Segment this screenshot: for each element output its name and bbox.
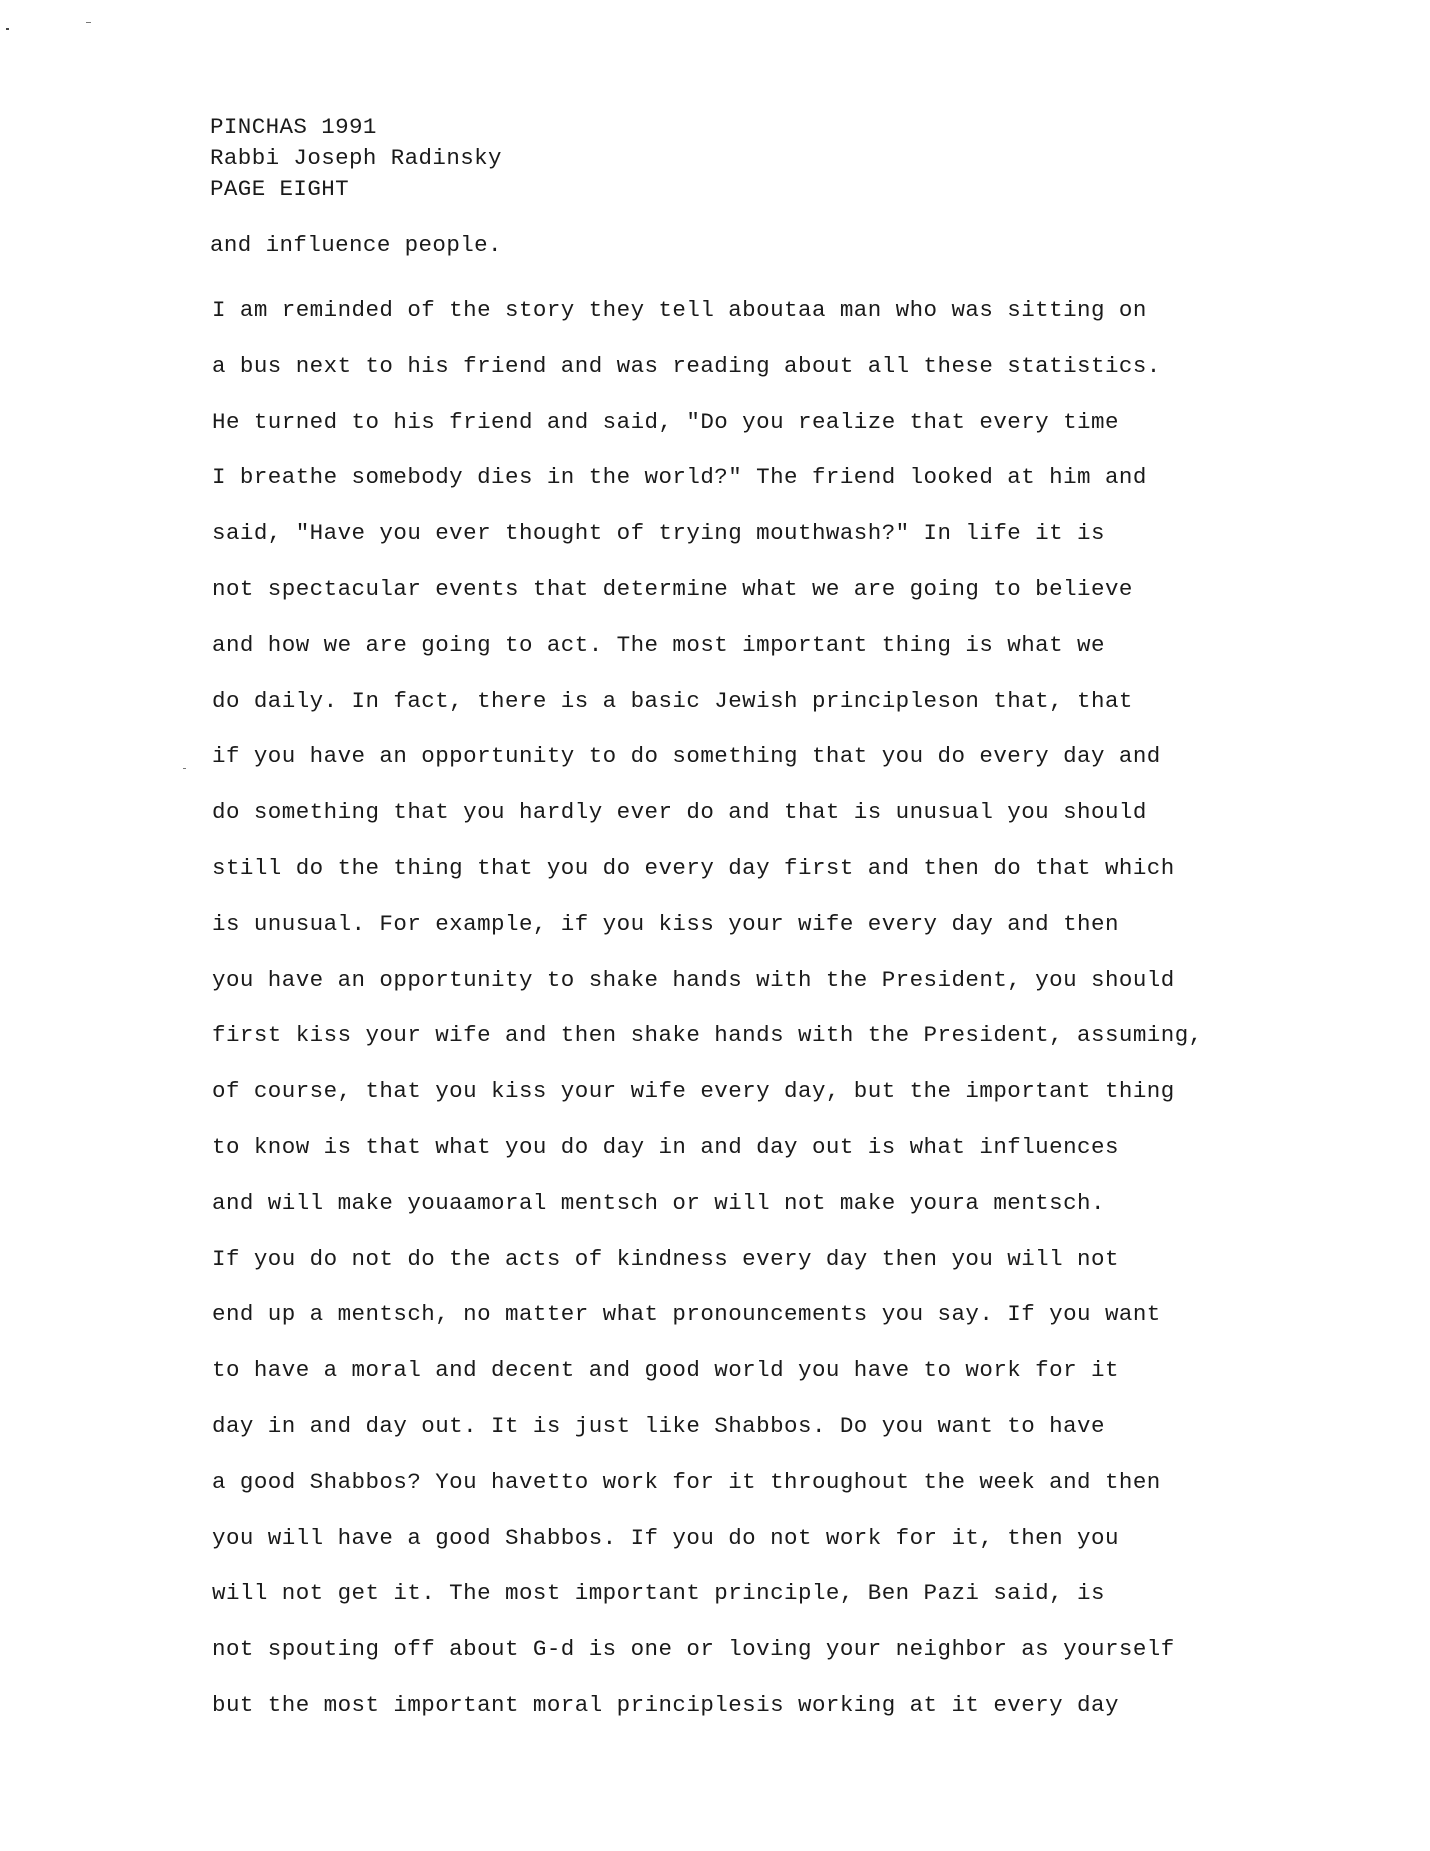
header-title: PINCHAS 1991 xyxy=(210,114,377,140)
body-line: day in and day out. It is just like Shabbos. Do you want to have xyxy=(212,1412,1105,1439)
body-line: and will make youaamoral mentsch or will not make youra mentsch. xyxy=(212,1189,1105,1216)
body-line: a bus next to his friend and was reading about all these statistics. xyxy=(212,352,1161,379)
header-page-number: PAGE EIGHT xyxy=(210,176,350,202)
body-line: first kiss your wife and then shake hands with the President, assuming, xyxy=(212,1022,1203,1049)
header-author: Rabbi Joseph Radinsky xyxy=(210,145,502,171)
continuation-line: and influence people. xyxy=(210,232,502,258)
body-line: you will have a good Shabbos. If you do not work for it, then you xyxy=(212,1524,1119,1551)
body-line: is unusual. For example, if you kiss your wife every day and then xyxy=(212,910,1119,937)
body-line: He turned to his friend and said, "Do you realize that every time xyxy=(212,408,1119,435)
body-line: not spouting off about G-d is one or loving your neighbor as yourself xyxy=(212,1636,1175,1663)
scan-artifact-marks xyxy=(6,18,96,38)
page-header xyxy=(210,112,502,205)
body-line: do something that you hardly ever do and that is unusual you should xyxy=(212,799,1147,826)
body-line: will not get it. The most important principle, Ben Pazi said, is xyxy=(212,1580,1105,1607)
margin-mark xyxy=(183,768,186,769)
body-line: I breathe somebody dies in the world?" The friend looked at him and xyxy=(212,464,1147,491)
body-line: but the most important moral principlesis working at it every day xyxy=(212,1691,1119,1718)
body-line: do daily. In fact, there is a basic Jewish principleson that, that xyxy=(212,687,1133,714)
scan-artifact-dot xyxy=(6,28,9,30)
body-line: of course, that you kiss your wife every day, but the important thing xyxy=(212,1078,1175,1105)
body-line: if you have an opportunity to do something that you do every day and xyxy=(212,743,1161,770)
scan-artifact-dash xyxy=(86,22,91,23)
body-line: to know is that what you do day in and day out is what influences xyxy=(212,1133,1119,1160)
body-line: a good Shabbos? You havetto work for it throughout the week and then xyxy=(212,1468,1161,1495)
body-line: said, "Have you ever thought of trying mouthwash?" In life it is xyxy=(212,520,1105,547)
body-line: still do the thing that you do every day first and then do that which xyxy=(212,854,1175,881)
body-line: you have an opportunity to shake hands with the President, you should xyxy=(212,966,1175,993)
body-line: end up a mentsch, no matter what pronouncements you say. If you want xyxy=(212,1301,1161,1328)
body-line: If you do not do the acts of kindness every day then you will not xyxy=(212,1245,1119,1272)
body-line: and how we are going to act. The most important thing is what we xyxy=(212,631,1105,658)
body-line: not spectacular events that determine what we are going to believe xyxy=(212,575,1133,602)
body-line: I am reminded of the story they tell aboutaa man who was sitting on xyxy=(212,297,1147,323)
body-paragraph xyxy=(212,297,1203,1748)
body-line: to have a moral and decent and good world you have to work for it xyxy=(212,1357,1119,1384)
